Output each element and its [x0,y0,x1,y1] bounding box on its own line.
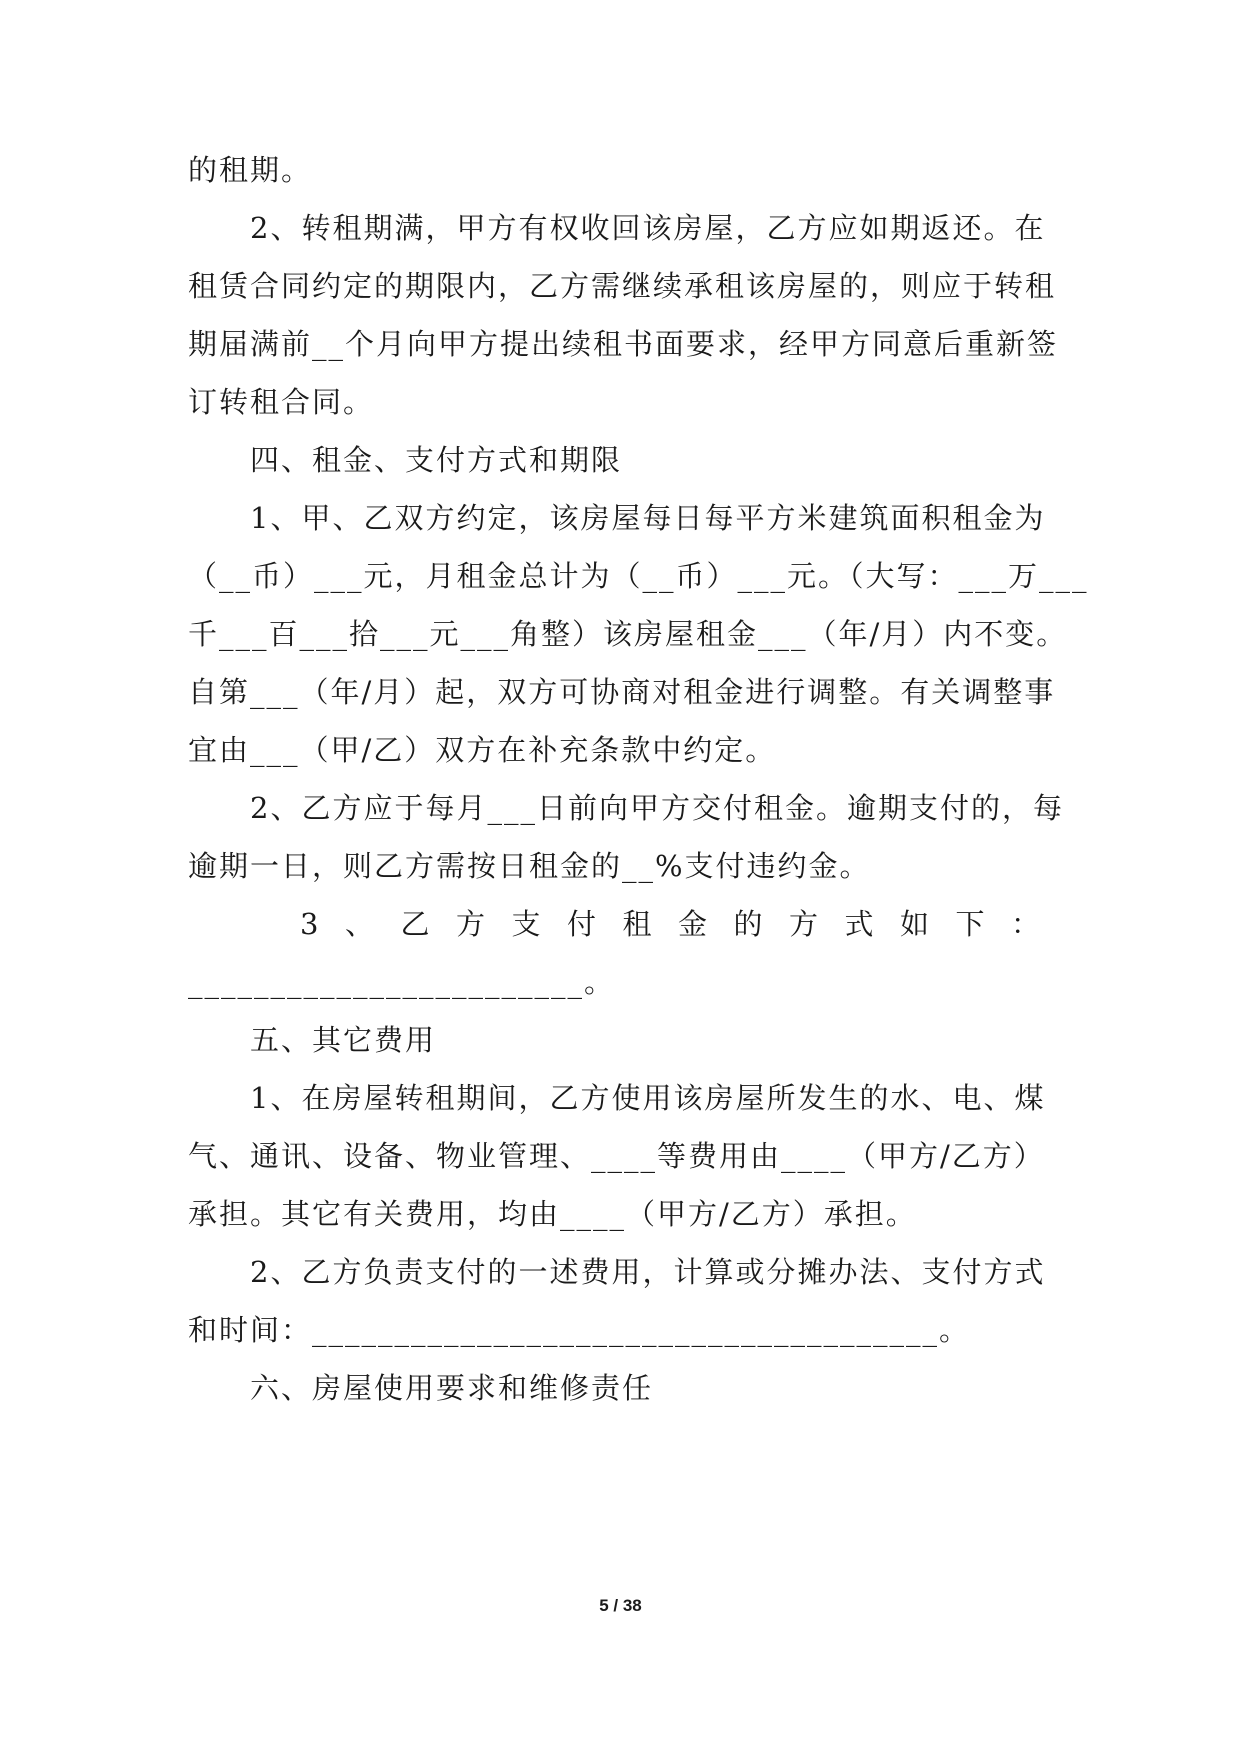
section-heading: 五、其它费用 [250,1023,437,1057]
char: 、 [344,907,374,941]
text-line: 和时间：______________________________________。 [188,1313,971,1347]
section-heading: 四、租金、支付方式和期限 [250,443,623,477]
char: 如 [899,907,929,941]
text-line: 2、乙方应于每月___日前向甲方交付租金。逾期支付的，每 [250,791,1064,825]
char: 乙 [400,907,430,941]
text-line: ________________________。 [188,965,616,999]
char: 方 [455,907,485,941]
char: 的 [733,907,763,941]
text-line: 承担。其它有关费用，均由____（甲方/乙方）承担。 [188,1197,917,1231]
char: 方 [788,907,818,941]
char: 下 [955,907,985,941]
text-line: （__币）___元，月租金总计为（__币）___元。（大写：___万___ [188,559,1089,593]
char: 租 [622,907,652,941]
text-line: 1、甲、乙双方约定，该房屋每日每平方米建筑面积租金为 [250,501,1046,535]
char: 式 [844,907,874,941]
text-line: 1、在房屋转租期间，乙方使用该房屋所发生的水、电、煤 [250,1081,1046,1115]
section-heading: 六、房屋使用要求和维修责任 [250,1371,654,1405]
text-line: 2、转租期满，甲方有权收回该房屋，乙方应如期返还。在 [250,211,1046,245]
text-line: 租赁合同约定的期限内，乙方需继续承租该房屋的，则应于转租 [188,269,1057,303]
text-line: 气、通讯、设备、物业管理、____等费用由____（甲方/乙方） [188,1139,1045,1173]
text-line: 千___百___拾___元___角整）该房屋租金___（年/月）内不变。 [188,617,1068,651]
text-line: 期届满前__个月向甲方提出续租书面要求，经甲方同意后重新签 [188,327,1059,361]
char: 3 [300,907,319,941]
text-line: 宜由___（甲/乙）双方在补充条款中约定。 [188,733,777,767]
text-line: 2、乙方负责支付的一述费用，计算或分摊办法、支付方式 [250,1255,1046,1289]
justified-text-line [300,904,1040,944]
char: ： [1010,907,1040,941]
text-line: 的租期。 [188,153,313,187]
char: 金 [677,907,707,941]
text-line: 自第___（年/月）起，双方可协商对租金进行调整。有关调整事 [188,675,1056,709]
char: 付 [566,907,596,941]
page-number: 5 / 38 [599,1596,642,1615]
char: 支 [511,907,541,941]
text-line: 订转租合同。 [188,385,375,419]
text-line: 逾期一日，则乙方需按日租金的__%支付违约金。 [188,849,871,883]
